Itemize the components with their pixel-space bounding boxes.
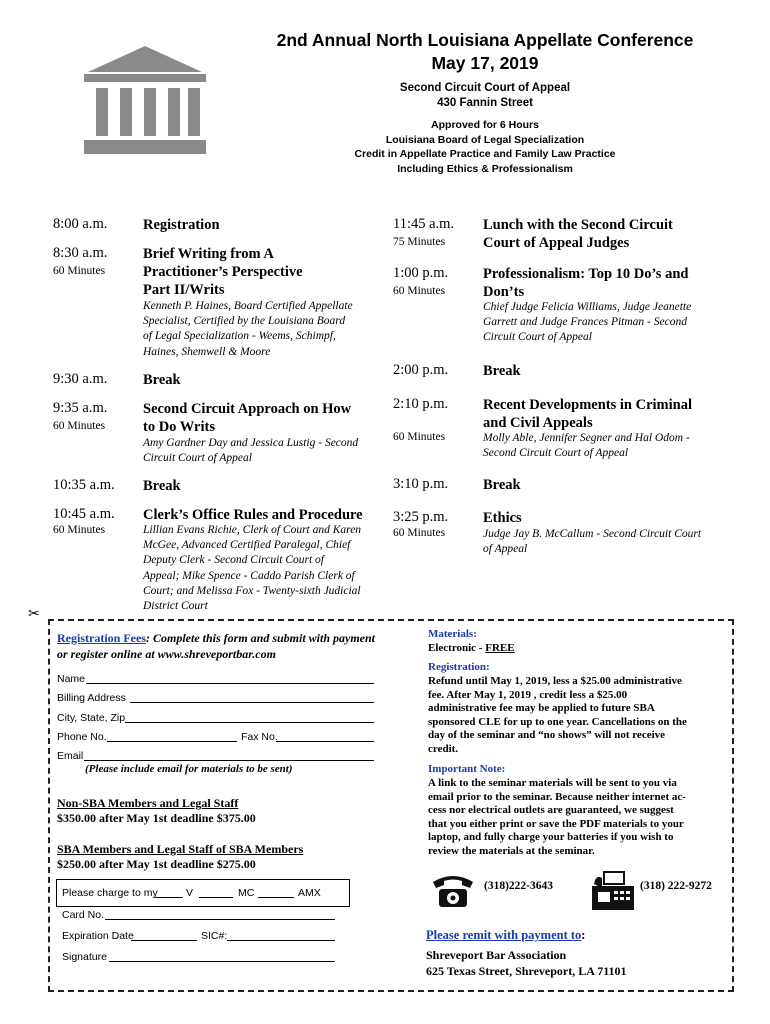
agenda-title — [143, 400, 351, 436]
agenda-title: Ethics — [483, 510, 522, 526]
conference-title: 2nd Annual North Louisiana Appellate Conference — [276, 30, 694, 50]
policy-line: credit. — [428, 742, 459, 755]
sba-label: SBA Members and Legal Staff of SBA Members — [57, 842, 304, 856]
note-line: that you either print or save the PDF materials to your — [428, 817, 684, 830]
sba-price: $250.00 after May 1st deadline $275.00 — [57, 857, 256, 871]
agenda-time: 10:45 a.m. — [53, 506, 115, 522]
charge-mc-field[interactable] — [199, 886, 233, 898]
nonsba-label: Non-SBA Members and Legal Staff — [57, 796, 239, 810]
agenda-time: 2:00 p.m. — [393, 362, 449, 378]
agenda-title — [143, 245, 303, 299]
agenda-title-line: Part II/Writs — [143, 282, 225, 298]
speaker-line: Chief Judge Felicia Williams, Judge Jeanette — [483, 301, 692, 313]
nonsba-price: $350.00 after May 1st deadline $375.00 — [57, 811, 256, 825]
policy-line: administrative fee may be applied to future SBA — [428, 702, 655, 715]
policy-line: day of the seminar and “no shows” will not receive — [428, 729, 666, 742]
conference-date: May 17, 2019 — [431, 53, 539, 73]
charge-label: Please charge to my — [62, 887, 158, 899]
agenda-speakers — [143, 523, 361, 614]
accreditation-line: Louisiana Board of Legal Specialization — [385, 133, 585, 146]
charge-amx-label: AMX — [298, 887, 321, 899]
agenda-title-line: Don’ts — [483, 284, 525, 300]
note-line: cess nor electrical outlets are guaranteed, we suggest — [428, 804, 674, 817]
agenda-title: Break — [143, 372, 181, 388]
registration-label: Registration: — [428, 661, 490, 673]
agenda-duration: 60 Minutes — [393, 431, 446, 443]
speaker-line: Court; and Melissa Fox - Twenty-sixth Judicial — [143, 584, 361, 597]
phone-number: (318)222-3643 — [484, 880, 553, 892]
fees-label: Registration Fees — [57, 631, 146, 645]
remit-label: Please remit with payment to — [426, 928, 582, 942]
phone-label: Phone No. — [57, 731, 107, 743]
speaker-line: Appeal; Mike Spence - Caddo Parish Clerk of — [143, 569, 355, 582]
agenda-title-line: Second Circuit Approach on How — [143, 401, 352, 417]
important-note-label: Important Note: — [428, 763, 506, 775]
agenda-time: 8:00 a.m. — [53, 216, 108, 232]
fax-machine-icon — [590, 870, 636, 914]
materials-text — [428, 642, 515, 656]
agenda-time: 11:45 a.m. — [393, 216, 455, 232]
phone-field[interactable] — [107, 730, 237, 742]
speaker-line: Haines, Shemwell & Moore — [143, 345, 271, 358]
fees-text: : Complete this form and submit with payment — [145, 631, 376, 645]
agenda-title-line: Professionalism: Top 10 Do’s and — [483, 266, 689, 282]
city-state-zip-field[interactable] — [125, 711, 374, 723]
speaker-line: Judge Jay B. McCallum - Second Circuit Court — [483, 528, 702, 540]
agenda-duration: 60 Minutes — [53, 265, 106, 277]
charge-mc-label: MC — [238, 887, 255, 899]
agenda-title-line: Lunch with the Second Circuit — [483, 217, 673, 233]
agenda-duration: 60 Minutes — [393, 285, 446, 297]
agenda-title: Registration — [143, 217, 220, 233]
agenda-duration: 60 Minutes — [393, 527, 446, 539]
expiration-label: Expiration Date — [62, 930, 134, 942]
note-line: laptop, and fully charge your batteries if you wish to — [428, 831, 674, 844]
speaker-line: Garrett and Judge Frances Pitman - Second — [483, 316, 687, 329]
billing-address-field[interactable] — [130, 691, 374, 703]
accreditation-block — [240, 118, 730, 176]
speaker-line: Specialist, Certified by the Louisiana Board — [143, 315, 346, 328]
agenda-speakers — [483, 300, 691, 346]
fax-label: Fax No. — [241, 731, 278, 743]
registration-policy — [428, 675, 687, 757]
agenda-title-line: Practitioner’s Perspective — [143, 264, 303, 280]
accreditation-line: Approved for 6 Hours — [431, 119, 539, 131]
materials-free: FREE — [485, 642, 515, 654]
agenda-speakers — [143, 299, 353, 360]
name-field[interactable] — [86, 672, 374, 684]
speaker-line: McGee, Advanced Certified Paralegal, Chief — [143, 539, 351, 552]
charge-amx-field[interactable] — [258, 886, 294, 898]
agenda-title-line: and Civil Appeals — [483, 415, 593, 431]
charge-visa-field[interactable] — [155, 886, 183, 898]
expiration-field[interactable] — [131, 929, 197, 941]
agenda-title-line: Recent Developments in Criminal — [483, 397, 693, 413]
courthouse-logo-icon — [82, 44, 208, 156]
agenda-title — [483, 396, 692, 432]
agenda-duration: 75 Minutes — [393, 236, 446, 248]
agenda-speakers — [483, 431, 690, 461]
important-note — [428, 777, 686, 859]
agenda-duration: 60 Minutes — [53, 524, 106, 536]
policy-line: sponsored CLE for up to one year. Cancellations on the — [428, 715, 687, 728]
speaker-line: Kenneth P. Haines, Board Certified Appellate — [143, 300, 353, 312]
speaker-line: Lillian Evans Richie, Clerk of Court and Karen — [143, 524, 362, 536]
agenda-time: 9:30 a.m. — [53, 371, 108, 387]
billing-label: Billing Address — [57, 692, 126, 704]
signature-label: Signature — [62, 951, 107, 963]
speaker-line: of Legal Specialization - Weems, Schimpf, — [143, 330, 336, 343]
sic-field[interactable] — [227, 929, 335, 941]
fees-instructions — [57, 630, 375, 662]
policy-line: Refund until May 1, 2019, less a $25.00 administrative — [428, 675, 682, 687]
agenda-title-line: to Do Writs — [143, 419, 215, 435]
note-line: A link to the seminar materials will be sent to you via — [428, 777, 677, 789]
telephone-icon — [430, 872, 476, 910]
remit-organization: Shreveport Bar Association — [426, 948, 567, 962]
agenda-title-line: Court of Appeal Judges — [483, 235, 630, 251]
accreditation-line: Including Ethics & Professionalism — [397, 162, 573, 175]
agenda-title: Break — [483, 363, 521, 379]
agenda-title — [483, 216, 673, 252]
fax-field[interactable] — [276, 730, 374, 742]
speaker-line: Amy Gardner Day and Jessica Lustig - Second — [143, 437, 359, 449]
fees-text: or register online at www.shreveportbar.com — [57, 647, 276, 661]
remit-address: 625 Texas Street, Shreveport, LA 71101 — [426, 964, 627, 978]
venue-name: Second Circuit Court of Appeal — [399, 82, 571, 94]
materials-text-prefix: Electronic - — [428, 642, 486, 654]
accreditation-line: Credit in Appellate Practice and Family Law Practice — [354, 148, 616, 160]
agenda-title: Clerk’s Office Rules and Procedure — [143, 507, 363, 523]
card-number-label: Card No. — [62, 909, 105, 921]
speaker-line: District Court — [143, 600, 208, 613]
speaker-line: Circuit Court of Appeal — [143, 452, 252, 465]
agenda-time: 10:35 a.m. — [53, 477, 115, 493]
email-note: (Please include email for materials to be sent) — [85, 763, 293, 775]
agenda-title-line: Brief Writing from A — [143, 246, 274, 262]
agenda-title: Break — [483, 477, 521, 493]
name-label: Name — [57, 673, 86, 685]
remit-heading — [426, 928, 585, 943]
agenda-speakers — [483, 527, 701, 557]
scissors-icon: ✂ — [28, 607, 40, 622]
venue-address: 430 Fannin Street — [437, 97, 533, 109]
agenda-time: 8:30 a.m. — [53, 245, 108, 261]
fax-number: (318) 222-9272 — [640, 880, 712, 892]
speaker-line: of Appeal — [483, 543, 528, 556]
card-number-field[interactable] — [105, 908, 335, 920]
speaker-line: Molly Able, Jennifer Segner and Hal Odom - — [483, 432, 690, 444]
agenda-time: 1:00 p.m. — [393, 265, 449, 281]
agenda-title: Break — [143, 478, 181, 494]
note-line: email prior to the seminar. Because neither internet ac- — [428, 790, 686, 803]
speaker-line: Deputy Clerk - Second Circuit Court of — [143, 554, 324, 567]
policy-line: fee. After May 1, 2019 , credit less a $25.00 — [428, 688, 628, 701]
email-label: Email — [57, 750, 84, 762]
agenda-time: 9:35 a.m. — [53, 400, 108, 416]
agenda-duration: 60 Minutes — [53, 420, 106, 432]
speaker-line: Circuit Court of Appeal — [483, 331, 592, 344]
agenda-time: 3:25 p.m. — [393, 509, 449, 525]
signature-field[interactable] — [109, 950, 335, 962]
agenda-time: 2:10 p.m. — [393, 396, 449, 412]
sic-label: SIC#: — [201, 930, 228, 942]
agenda-title — [483, 265, 688, 301]
remit-colon: : — [581, 928, 586, 942]
agenda-time: 3:10 p.m. — [393, 476, 449, 492]
speaker-line: Second Circuit Court of Appeal — [483, 447, 629, 460]
materials-label: Materials: — [428, 628, 477, 640]
email-field[interactable] — [84, 749, 374, 761]
note-line: review the materials at the seminar. — [428, 844, 595, 857]
city-label: City, State, Zip — [57, 712, 126, 724]
agenda-speakers — [143, 436, 358, 466]
charge-v-label: V — [186, 887, 194, 899]
